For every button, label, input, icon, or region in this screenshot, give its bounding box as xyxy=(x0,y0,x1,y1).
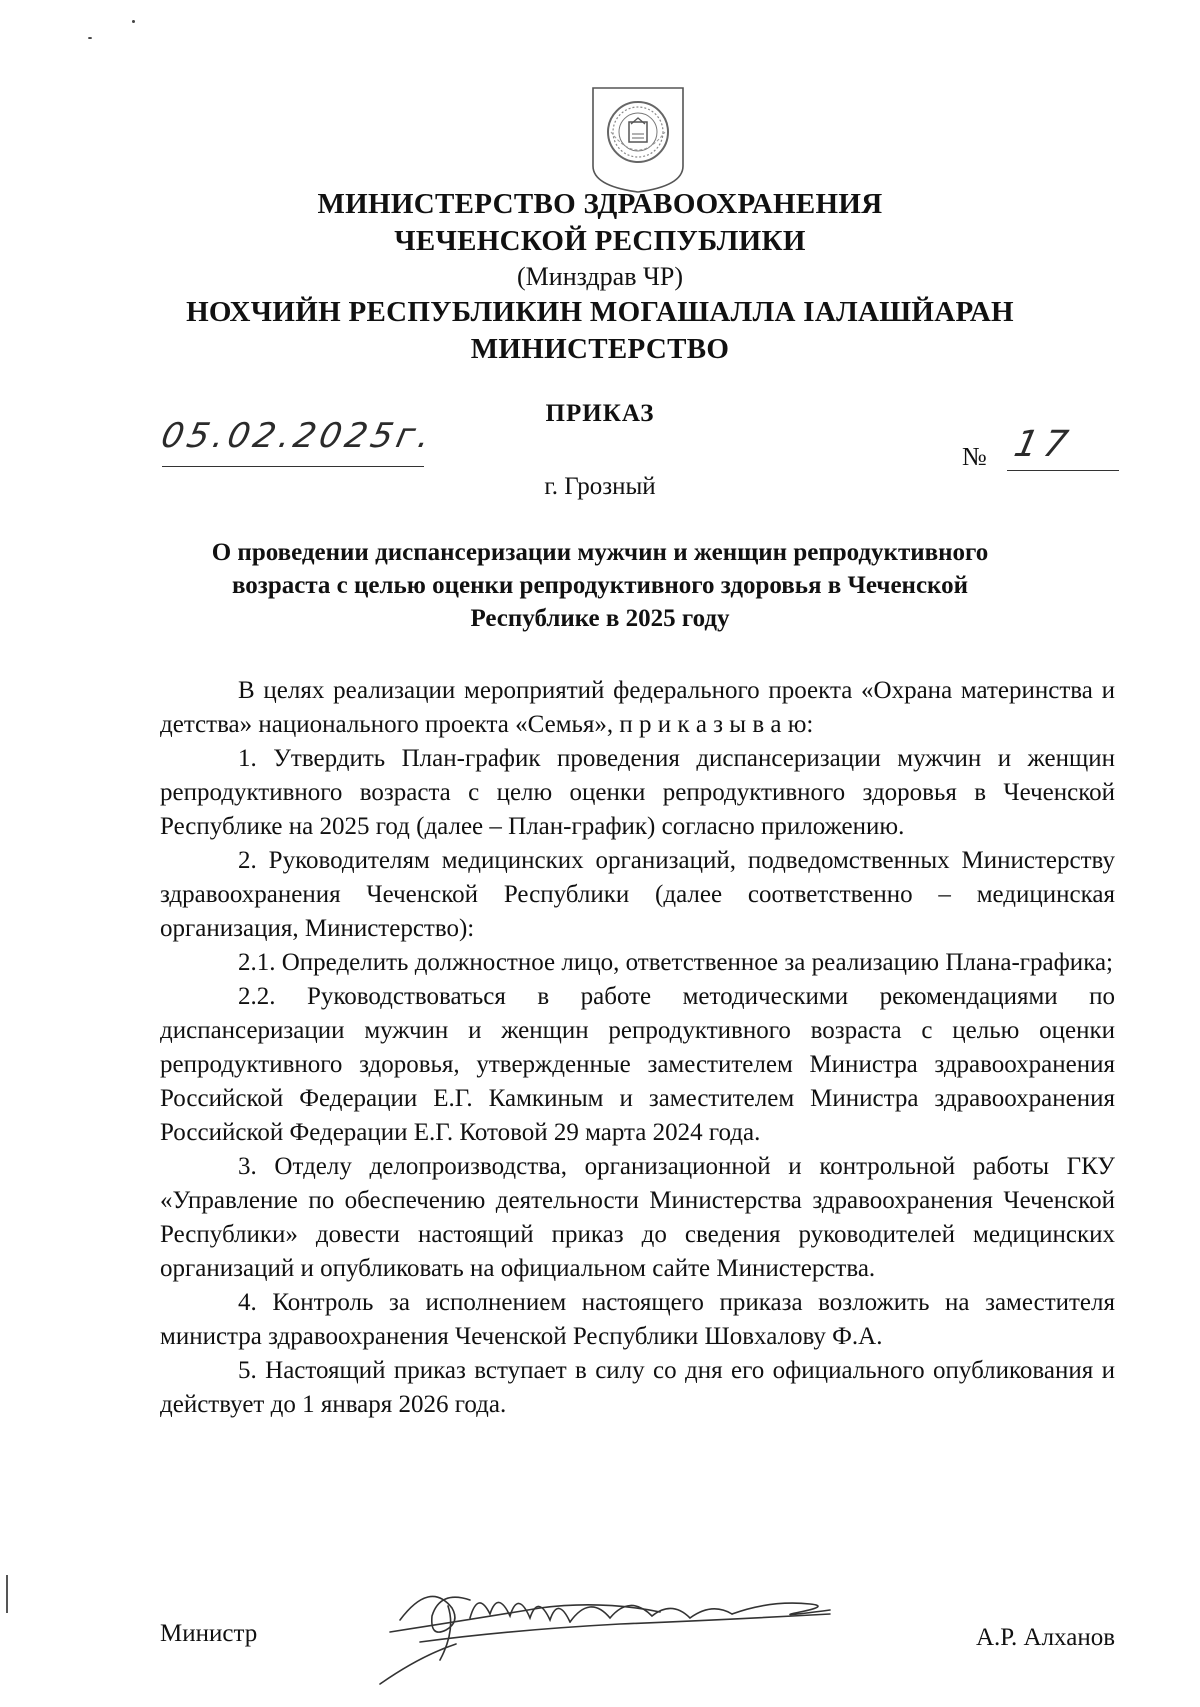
body-paragraph: 2. Руководителям медицинских организаций, подведомственных Министерству здравоохранения Чеченской Республики (далее соответственно – медицинская организация, Министерство): xyxy=(160,847,1115,942)
body-paragraph: 3. Отделу делопроизводства, организационной и контрольной работы ГКУ «Управление по обеспечению деятельности Министерства здравоохранения Чеченской Республики» довести настоящий приказ до сведения руководителей медицинских организаций и опубликовать на официальном сайте Министерства. xyxy=(160,1153,1115,1282)
body-paragraph: 1. Утвердить План-график проведения диспансеризации мужчин и женщин репродуктивного возраста с целю оценки репродуктивного здоровья в Чеченской Республике на 2025 год (далее – План-график) согласно приложению. xyxy=(160,745,1115,840)
order-date-handwritten: 05.02.2025г. xyxy=(157,416,438,456)
signatory-name: А.Р. Алханов xyxy=(975,1624,1115,1651)
document-title: О проведении диспансеризации мужчин и женщин репродуктивного возраста с целью оценки репродуктивного здоровья в Чеченской Республике в 2025 году xyxy=(211,539,989,632)
order-title: ПРИКАЗ xyxy=(545,400,655,427)
order-number-label: № xyxy=(962,442,987,471)
order-number-handwritten: 17 xyxy=(1010,424,1078,465)
document-body xyxy=(160,674,1115,1422)
ministry-name-line2: ЧЕЧЕНСКОЙ РЕСПУБЛИКИ xyxy=(394,225,806,257)
ministry-name-chechen-line1: НОХЧИЙН РЕСПУБЛИКИН МОГАШАЛЛА IАЛАШЙАРАН xyxy=(186,296,1014,328)
signatory-title: Министр xyxy=(160,1620,258,1647)
order-city: г. Грозный xyxy=(544,473,656,500)
scan-speck xyxy=(88,37,92,39)
scan-edge-mark xyxy=(6,1575,8,1613)
body-paragraph: 2.2. Руководствоваться в работе методическими рекомендациями по диспансеризации мужчин и женщин репродуктивного возраста с целью оценки репродуктивного здоровья, утвержденные заместителем Министра здравоохранения Российской Федерации Е.Г. Камкиным и заместителем Министра здравоохранения Российской Федерации Е.Г. Котовой 29 марта 2024 года. xyxy=(160,983,1115,1146)
date-underline xyxy=(162,466,424,467)
body-paragraph: 5. Настоящий приказ вступает в силу со дня его официального опубликования и действует до 1 января 2026 года. xyxy=(160,1357,1115,1418)
ministry-header xyxy=(150,186,1050,368)
handwritten-signature xyxy=(360,1560,880,1690)
ministry-name-chechen-line2: МИНИСТЕРСТВО xyxy=(470,333,730,365)
ministry-abbreviation: (Минздрав ЧР) xyxy=(517,262,683,291)
body-paragraph: 2.1. Определить должностное лицо, ответственное за реализацию Плана-графика; xyxy=(238,949,1113,976)
body-paragraph: В целях реализации мероприятий федерального проекта «Охрана материнства и детства» национального проекта «Семья», п р и к а з ы в а ю: xyxy=(160,677,1115,738)
number-underline xyxy=(1007,470,1119,471)
coat-of-arms-icon xyxy=(591,86,685,194)
order-date xyxy=(157,416,438,472)
body-paragraph: 4. Контроль за исполнением настоящего приказа возложить на заместителя министра здравоохранения Чеченской Республики Шовхалову Ф.А. xyxy=(160,1289,1115,1350)
scan-speck xyxy=(132,20,135,23)
ministry-name-line1: МИНИСТЕРСТВО ЗДРАВООХРАНЕНИЯ xyxy=(317,188,883,220)
